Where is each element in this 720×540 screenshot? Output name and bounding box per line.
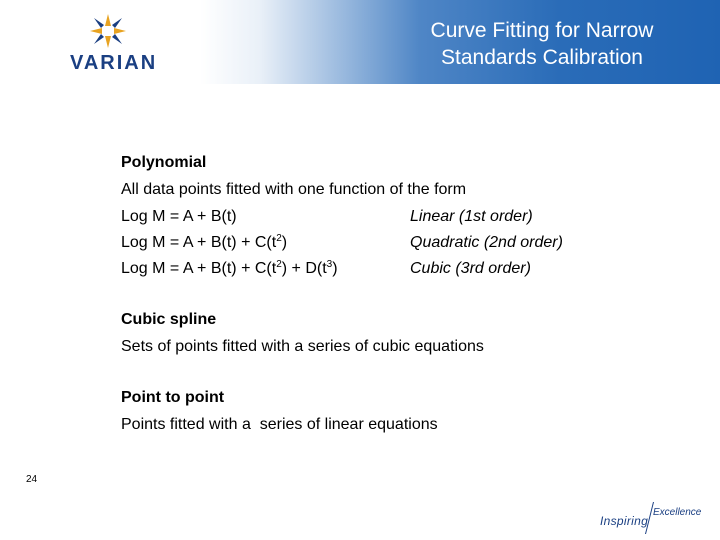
- polynomial-heading: Polynomial: [121, 154, 207, 171]
- equation-cubic: Log $M = A + B(t) + C(t^2) + D(t^3)$: [121, 259, 338, 277]
- equation-row-linear: [121, 206, 681, 228]
- equation-linear: Log M = A + B(t): [121, 208, 237, 225]
- equation-row-quadratic: [121, 232, 681, 254]
- slide-title-line1: Curve Fitting for Narrow: [430, 19, 654, 42]
- varian-logo: [0, 0, 200, 84]
- logo-wordmark: VARIAN: [70, 52, 158, 74]
- equation-quadratic: Log $M = A + B(t) + C(t^2)$: [121, 233, 288, 251]
- equation-type-quadratic: Quadratic (2nd order): [410, 234, 563, 251]
- cubic-spline-description: Sets of points fitted with a series of cubic equations: [121, 338, 484, 355]
- equation-row-cubic: [121, 258, 681, 280]
- varian-star-icon: [88, 12, 128, 50]
- inspiring-excellence-logo: [598, 500, 716, 534]
- cubic-spline-heading: Cubic spline: [121, 311, 217, 328]
- equation-type-linear: Linear (1st order): [410, 208, 533, 225]
- polynomial-description: All data points fitted with one function of the form: [121, 181, 467, 198]
- header-bar: [0, 0, 720, 84]
- slide-title-line2: Standards Calibration: [441, 46, 643, 69]
- equation-type-cubic: Cubic (3rd order): [410, 260, 531, 277]
- point-to-point-heading: Point to point: [121, 389, 225, 406]
- tagline-excellence: Excellence: [653, 507, 702, 518]
- tagline-inspiring: Inspiring: [600, 514, 649, 528]
- page-number: 24: [26, 474, 38, 485]
- point-to-point-description: Points fitted with a series of linear equations: [121, 416, 438, 433]
- slide-title: [392, 17, 692, 71]
